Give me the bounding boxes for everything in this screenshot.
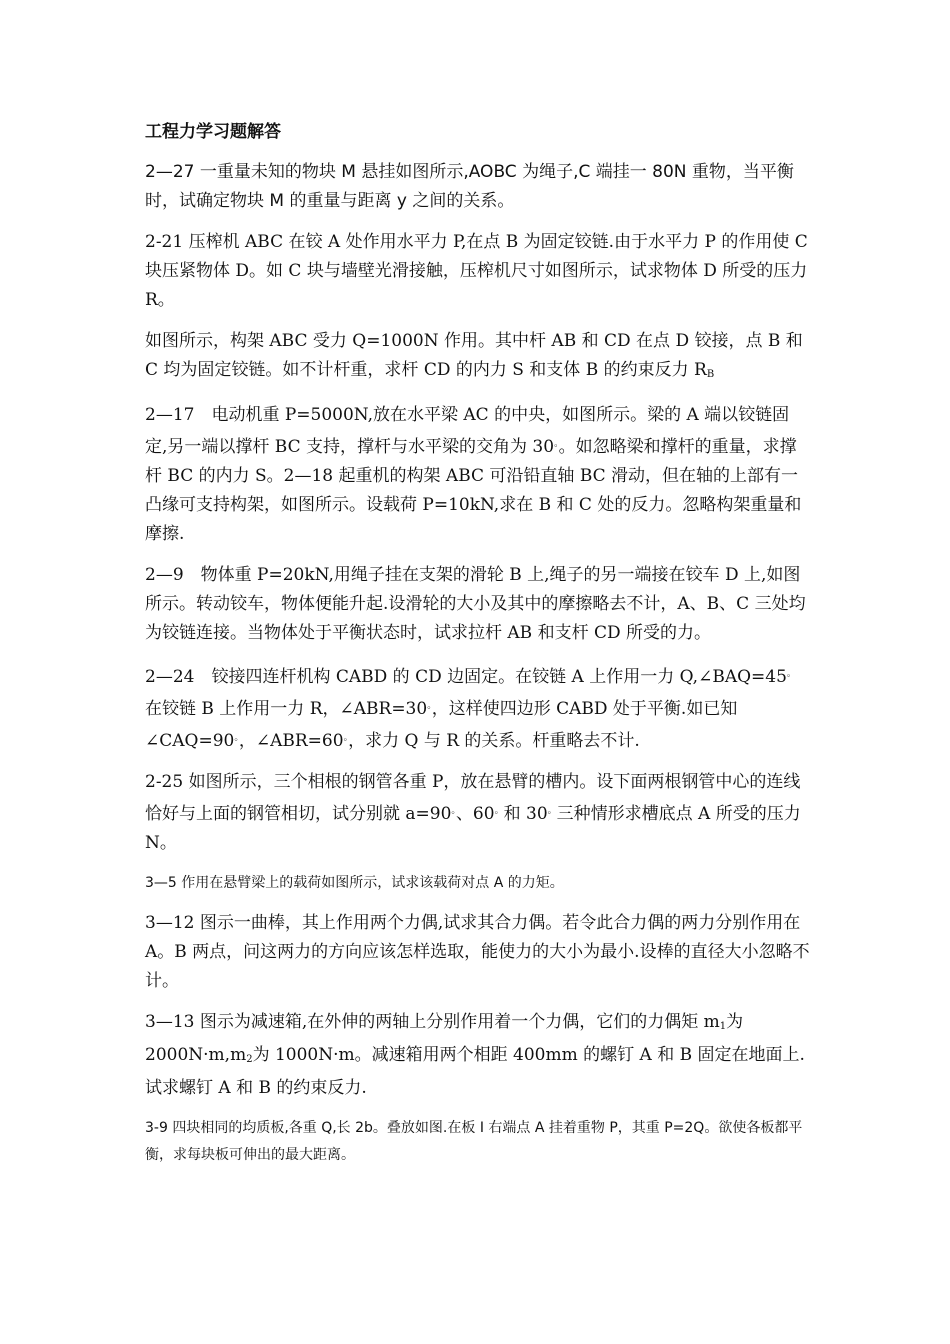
problem-2-24-text-b: 在铰链 B 上作用一力 R，∠ABR=30 <box>145 699 428 719</box>
problem-2-17-2-18 <box>145 401 810 549</box>
problem-2-27: 2—27 一重量未知的物块 M 悬挂如图所示,AOBC 为绳子,C 端挂一 80N 重物，当平衡时，试确定物块 M 的重量与距离 y 之间的关系。 <box>145 162 794 211</box>
document-page <box>145 118 810 1169</box>
problem-3-13-text-c: 为 1000N·m。减速箱用两个相距 400mm 的螺钉 A 和 B 固定在地面上.试求螺钉 A 和 B 的约束反力. <box>145 1045 805 1098</box>
degree-mark: 。 <box>494 806 504 816</box>
degree-mark: 。 <box>234 733 239 743</box>
problem-2-25-text-c: 和 30 <box>503 804 548 824</box>
problem-frame-abc-text: 如图所示，构架 ABC 受力 Q=1000N 作用。其中杆 AB 和 CD 在点 D 铰接，点 B 和 C 均为固定铰链。如不计杆重，求杆 CD 的内力 S 和支体 B 的约束反力 R <box>145 331 803 380</box>
document-title: 工程力学习题解答 <box>145 122 281 142</box>
problem-3-9: 3-9 四块相同的均质板,各重 Q,长 2b。叠放如图.在板 I 右端点 A 挂着重物 P，其重 P=2Q。欲使各板都平衡，求每块板可伸出的最大距离。 <box>145 1120 803 1163</box>
degree-mark: 。 <box>786 669 796 679</box>
problem-3-13 <box>145 1008 810 1103</box>
problem-3-13-text-b: 为 2000N·m,m <box>145 1012 744 1065</box>
degree-mark: 。 <box>554 439 559 449</box>
problem-frame-abc <box>145 327 810 389</box>
problem-2-25 <box>145 768 810 858</box>
degree-mark: 。 <box>343 733 349 743</box>
problem-2-24-text-c: ，这样使四边形 CABD 处于平衡.如已知∠CAQ=90 <box>145 699 738 751</box>
problem-3-12: 3—12 图示一曲棒，其上作用两个力偶,试求其合力偶。若令此合力偶的两力分别作用在 A。B 两点，问这两力的方向应该怎样选取，能使力的大小为最小.设棒的直径大小忽略不计。 <box>145 913 810 991</box>
problem-2-21: 2-21 压榨机 ABC 在铰 A 处作用水平力 P,在点 B 为固定铰链.由于水平力 P 的作用使 C 块压紧物体 D。如 C 块与墙壁光滑接触，压榨机尺寸如图所示，试求物体 D 所受的压力 R。 <box>145 232 808 310</box>
problem-2-25-text-b: 、60 <box>455 804 495 824</box>
degree-mark: 。 <box>451 806 456 816</box>
problem-2-25-text-a: 2-25 如图所示，三个相根的钢管各重 P，放在悬臂的槽内。设下面两根钢管中心的连线恰好与上面的钢管相切，试分别就 a=90 <box>145 772 801 824</box>
subscript-b: B <box>706 369 715 380</box>
subscript-1: 1 <box>719 1021 727 1032</box>
problem-2-25-text-d: 三种情形求槽底点 A 所受的压力 N。 <box>145 804 801 853</box>
degree-mark: 。 <box>547 806 557 816</box>
problem-2-17-text-a: 2—17 电动机重 P=5000N,放在水平梁 AC 的中央，如图所示。梁的 A 端以铰链固定,另一端以撑杆 BC 支持，撑杆与水平梁的交角为 30 <box>145 405 790 457</box>
problem-3-5: 3—5 作用在悬臂梁上的载荷如图所示，试求该载荷对点 A 的力矩。 <box>145 875 564 891</box>
problem-2-24-text-e: ，求力 Q 与 R 的关系。杆重略去不计. <box>348 731 640 751</box>
problem-2-24-text-a: 2—24 铰接四连杆机构 CABD 的 CD 边固定。在铰链 A 上作用一力 Q,∠BAQ=45 <box>145 667 787 687</box>
degree-mark: 。 <box>427 701 432 711</box>
problem-2-24 <box>145 660 810 756</box>
problem-3-13-text-a: 3—13 图示为减速箱,在外伸的两轴上分别作用着一个力偶，它们的力偶矩 m <box>145 1012 720 1032</box>
problem-2-9: 2—9 物体重 P=20kN,用绳子挂在支架的滑轮 B 上,绳子的另一端接在铰车 D 上,如图所示。转动铰车，物体便能升起.设滑轮的大小及其中的摩擦略去不计，A、B、C 三处均为铰链连接。当物体处于平衡状态时，试求拉杆 AB 和支杆 CD 所受的力。 <box>145 565 806 643</box>
problem-2-17-text-b: 。如忽略梁和撑杆的重量，求撑杆 BC 的内力 S。2—18 起重机的构架 ABC 可沿铅直轴 BC 滑动，但在轴的上部有一凸缘可支持构架，如图所示。设载荷 P=10kN,求在 B 和 C 处的反力。忽略构架重量和摩擦. <box>145 437 802 544</box>
problem-2-24-text-d: ，∠ABR=60 <box>238 731 344 751</box>
subscript-2: 2 <box>246 1054 253 1065</box>
